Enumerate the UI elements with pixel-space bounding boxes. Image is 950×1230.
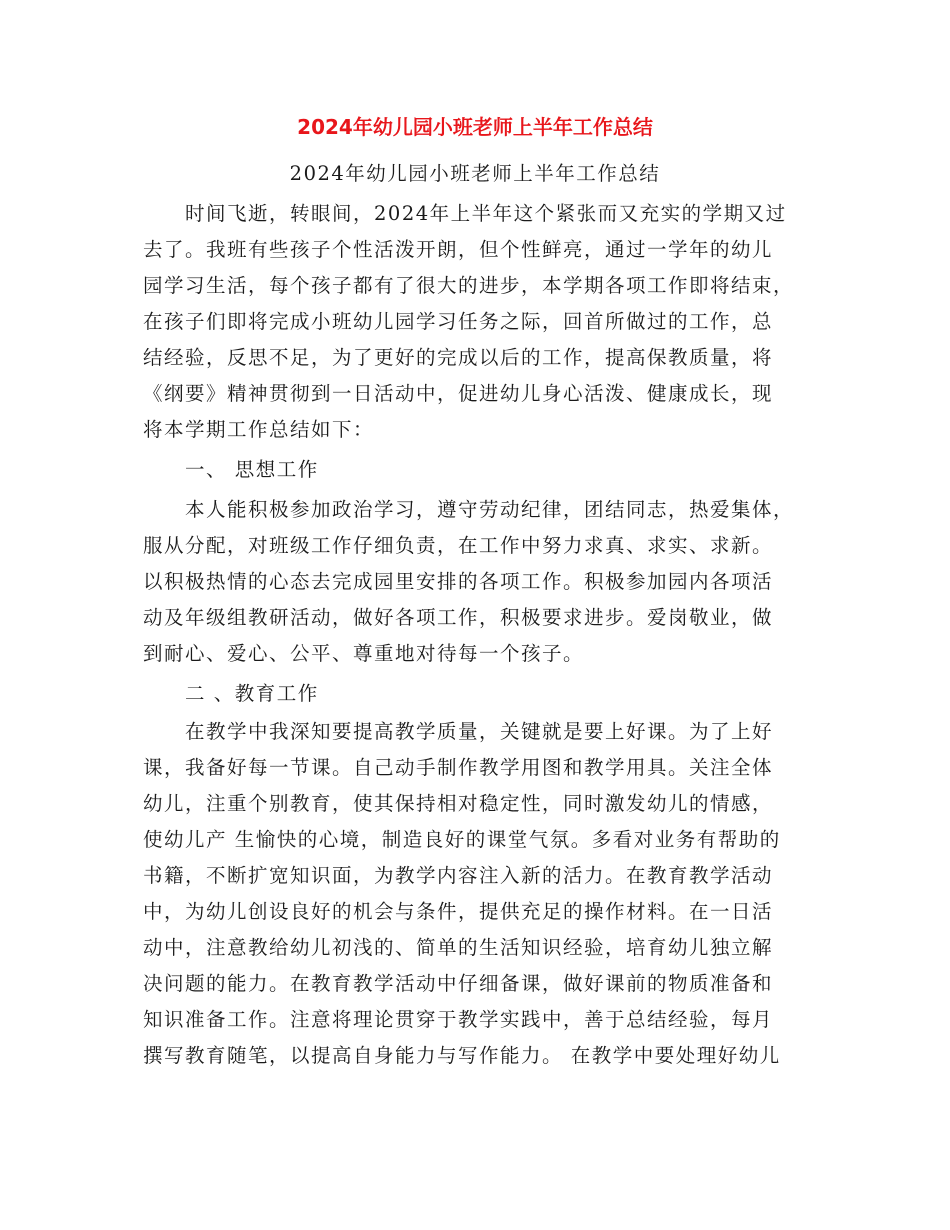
paragraph-line: 在教学中我深知要提高教学质量，关键就是要上好课。为了上好: [185, 720, 774, 743]
section-heading: 一、 思想工作: [185, 458, 319, 481]
intro-paragraph: [143, 196, 807, 448]
document-subtitle: 2024年幼儿园小班老师上半年工作总结: [289, 162, 661, 185]
paragraph-line: 园学习生活，每个孩子都有了很大的进步，本学期各项工作即将结束，: [143, 274, 795, 297]
document-title: 2024年幼儿园小班老师上半年工作总结: [297, 115, 653, 139]
paragraph-line: 在孩子们即将完成小班幼儿园学习任务之际，回首所做过的工作，总: [143, 310, 774, 333]
section1-paragraph: [143, 492, 807, 672]
paragraph-line: 本人能积极参加政治学习，遵守劳动纪律，团结同志，热爱集体，: [185, 498, 795, 521]
paragraph-line: 《纲要》精神贯彻到一日活动中，促进幼儿身心活泼、健康成长，现: [143, 382, 774, 405]
paragraph-line: 以积极热情的心态去完成园里安排的各项工作。积极参加园内各项活: [143, 570, 774, 593]
paragraph-line: 幼儿，注重个别教育，使其保持相对稳定性，同时激发幼儿的情感，: [143, 792, 774, 815]
section2-paragraph: [143, 714, 807, 1074]
paragraph-line: 将本学期工作总结如下：: [143, 418, 375, 441]
paragraph-line: 书籍，不断扩宽知识面，为教学内容注入新的活力。在教育教学活动: [143, 864, 774, 887]
paragraph-line: 撰写教育随笔，以提高自身能力与写作能力。 在教学中要处理好幼儿: [143, 1044, 781, 1067]
paragraph-line: 到耐心、爱心、公平、尊重地对待每一个孩子。: [143, 642, 585, 665]
paragraph-line: 知识准备工作。注意将理论贯穿于教学实践中，善于总结经验，每月: [143, 1008, 774, 1031]
paragraph-line: 服从分配，对班级工作仔细负责，在工作中努力求真、求实、求新。: [143, 534, 774, 557]
section-heading-thought: [143, 452, 807, 488]
paragraph-line: 结经验，反思不足，为了更好的完成以后的工作，提高保教质量，将: [143, 346, 774, 369]
paragraph-line: 动中，注意教给幼儿初浅的、简单的生活知识经验，培育幼儿独立解: [143, 936, 774, 959]
section-heading: 二 、教育工作: [185, 682, 319, 705]
paragraph-line: 课，我备好每一节课。自己动手制作教学用图和教学用具。关注全体: [143, 756, 774, 779]
paragraph-line: 决问题的能力。在教育教学活动中仔细备课，做好课前的物质准备和: [143, 972, 774, 995]
paragraph-line: 去了。我班有些孩子个性活泼开朗，但个性鲜亮，通过一学年的幼儿: [143, 238, 774, 261]
paragraph-line: 时间飞逝，转眼间，2024年上半年这个紧张而又充实的学期又过: [185, 202, 787, 225]
paragraph-line: 动及年级组教研活动，做好各项工作，积极要求进步。爱岗敬业，做: [143, 606, 774, 629]
paragraph-line: 使幼儿产 生愉快的心境，制造良好的课堂气氛。多看对业务有帮助的: [143, 828, 781, 851]
paragraph-line: 中，为幼儿创设良好的机会与条件，提供充足的操作材料。在一日活: [143, 900, 774, 923]
section-heading-education: [143, 676, 807, 712]
